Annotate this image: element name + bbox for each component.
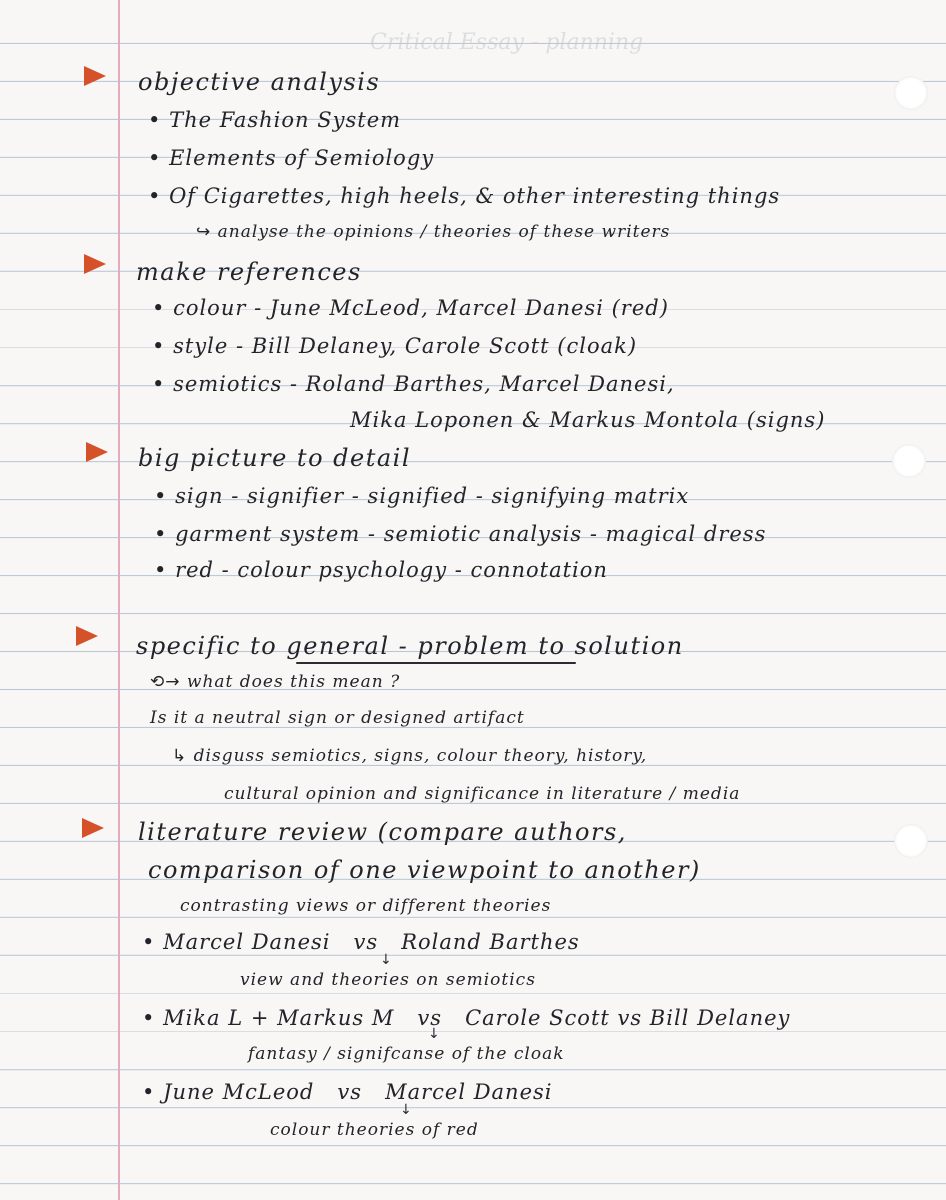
heading-specific-to-general: specific to general - problem to solution (136, 632, 684, 660)
down-arrow-icon: ↓ (380, 952, 392, 968)
bullet-marker-icon (84, 66, 106, 86)
comparison-right: Roland Barthes (401, 930, 580, 954)
bullet-item: • Of Cigarettes, high heels, & other interesting things (148, 184, 781, 208)
bullet-marker-icon (82, 818, 104, 838)
punch-hole (892, 444, 926, 478)
bullet-item: • garment system - semiotic analysis - magical dress (154, 522, 767, 546)
comparison-item: • Mika L + Markus M vs Carole Scott vs Bill Delaney (142, 1006, 791, 1030)
bullet-item: • colour - June McLeod, Marcel Danesi (red) (152, 296, 669, 320)
comparison-right: Marcel Danesi (385, 1080, 553, 1104)
down-arrow-icon: ↓ (400, 1102, 412, 1118)
bullet-text: red - colour psychology - connotation (175, 558, 608, 582)
arrow-note (172, 746, 647, 766)
heading-make-references: make references (136, 258, 362, 286)
bullet-text: style - Bill Delaney, Carole Scott (cloak) (173, 334, 638, 358)
note-text: disguss semiotics, signs, colour theory, history, (193, 746, 648, 766)
bullet-item: • The Fashion System (148, 108, 402, 132)
bullet-text: Elements of Semiology (169, 146, 435, 170)
sub-note: contrasting views or different theories (180, 896, 552, 916)
comparison-vs: vs (337, 1080, 363, 1104)
note-text: analyse the opinions / theories of these writers (217, 222, 671, 242)
down-arrow-icon: ↓ (428, 1026, 440, 1042)
punch-hole (894, 76, 928, 110)
bullet-text: garment system - semiotic analysis - magical dress (175, 522, 767, 546)
bullet-marker-icon (84, 254, 106, 274)
comparison-right: Carole Scott vs Bill Delaney (465, 1006, 791, 1030)
continuation-line: Mika Loponen & Markus Montola (signs) (350, 408, 826, 432)
comparison-left: Marcel Danesi (163, 930, 331, 954)
bullet-text: Of Cigarettes, high heels, & other interesting things (169, 184, 781, 208)
comparison-item: • June McLeod vs Marcel Danesi (142, 1080, 553, 1104)
bullet-marker-icon (76, 626, 98, 646)
loop-arrow-icon: ⟲→ (150, 672, 187, 692)
comparison-vs: vs (417, 1006, 443, 1030)
comparison-left: Mika L + Markus M (163, 1006, 395, 1030)
bullet-item: • style - Bill Delaney, Carole Scott (cloak) (152, 334, 638, 358)
question-line: Is it a neutral sign or designed artifact (150, 708, 525, 728)
bullet-item: • red - colour psychology - connotation (154, 558, 608, 582)
hook-arrow-icon: ↳ (172, 746, 194, 766)
hook-arrow-icon: ↪ (196, 222, 218, 242)
comparison-left: June McLeod (163, 1080, 315, 1104)
punch-hole (894, 824, 928, 858)
comparison-item: • Marcel Danesi vs Roland Barthes (142, 930, 580, 954)
bullet-item: • Elements of Semiology (148, 146, 435, 170)
heading-literature-review: literature review (compare authors, (138, 818, 627, 846)
continuation-line: cultural opinion and significance in literature / media (224, 784, 741, 804)
margin-line (118, 0, 120, 1200)
arrow-note (150, 672, 400, 692)
show-through-title: Critical Essay - planning (370, 30, 644, 55)
heading-big-picture: big picture to detail (138, 444, 412, 472)
bullet-text: The Fashion System (169, 108, 402, 132)
note-text: what does this mean ? (186, 672, 401, 692)
bullet-item: • sign - signifier - signified - signifying matrix (154, 484, 690, 508)
arrow-note (196, 222, 670, 242)
comparison-note: fantasy / signifcanse of the cloak (248, 1044, 565, 1064)
heading-objective-analysis: objective analysis (138, 68, 381, 96)
comparison-note: view and theories on semiotics (240, 970, 536, 990)
comparison-note: colour theories of red (270, 1120, 479, 1140)
bullet-item: • semiotics - Roland Barthes, Marcel Danesi, (152, 372, 675, 396)
bullet-text: sign - signifier - signified - signifying matrix (175, 484, 690, 508)
comparison-vs: vs (353, 930, 379, 954)
bullet-marker-icon (86, 442, 108, 462)
bullet-text: colour - June McLeod, Marcel Danesi (red) (173, 296, 669, 320)
heading-literature-review-cont: comparison of one viewpoint to another) (148, 856, 701, 884)
heading-underline (296, 662, 576, 664)
bullet-text: semiotics - Roland Barthes, Marcel Danesi, (173, 372, 675, 396)
